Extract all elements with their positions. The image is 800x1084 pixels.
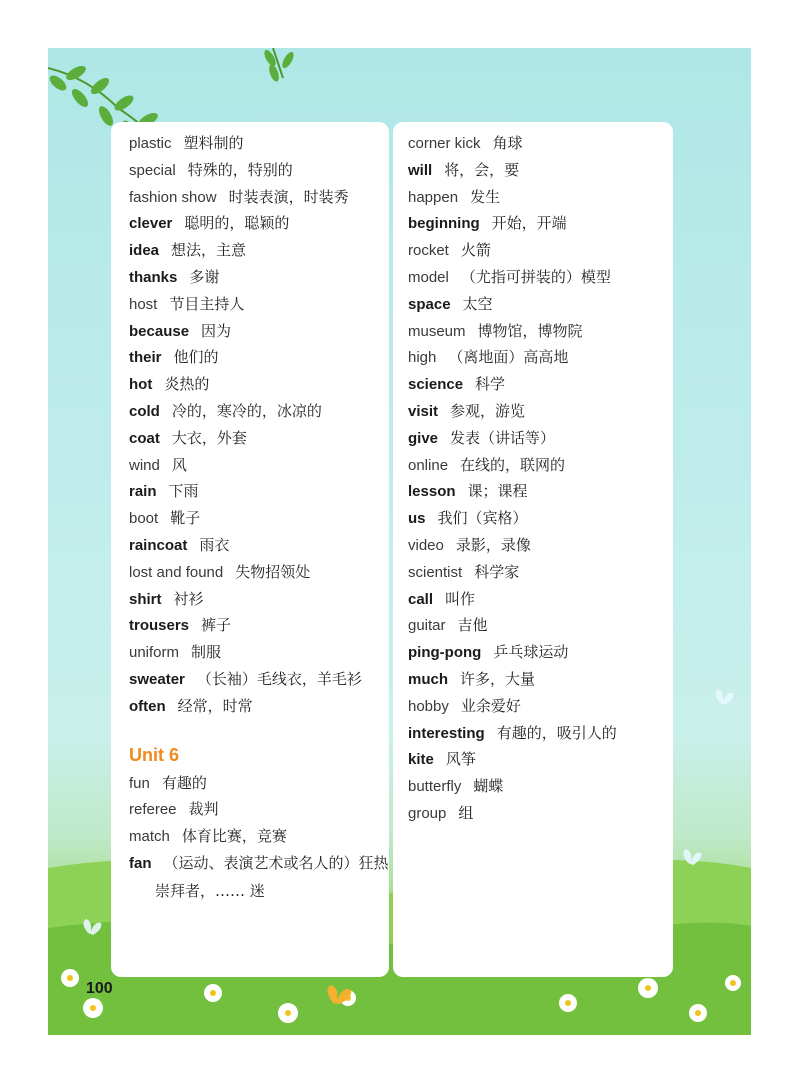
page-number: 100 [86, 980, 113, 997]
vocab-entry [129, 398, 389, 425]
vocab-meaning: 裤子 [201, 616, 232, 635]
vocab-meaning: 角球 [492, 134, 523, 152]
vocab-meaning-continued: 崇拜者，…… 迷 [155, 881, 265, 900]
vocab-meaning: 时装表演，时装秀 [228, 187, 349, 206]
vocab-word: special [129, 161, 176, 179]
vocab-meaning: 经常，时常 [177, 696, 253, 715]
vocab-word: kite [408, 751, 434, 769]
vocab-meaning: 大衣，外套 [171, 428, 247, 447]
vocab-entry [129, 425, 389, 452]
vocab-entry [408, 210, 617, 237]
vocab-meaning: 炎热的 [164, 375, 210, 394]
vocab-word: rain [129, 483, 157, 501]
vocab-word: wind [129, 456, 160, 474]
vocab-word: hot [129, 376, 153, 394]
vocab-word: much [408, 670, 449, 688]
vocab-word: fun [129, 774, 150, 792]
vocab-meaning: （运动、表演艺术或名人的）狂热 [163, 853, 389, 872]
vocab-meaning: 我们（宾格） [437, 509, 528, 528]
vocab-entry [129, 770, 389, 797]
vocab-entry [408, 344, 617, 371]
vocab-entry [408, 639, 617, 666]
vocab-meaning: 风 [171, 455, 187, 474]
vocab-entry [129, 130, 389, 157]
vocab-meaning: 有趣的 [161, 773, 207, 792]
vocab-word: rocket [408, 242, 449, 260]
vocab-entry [129, 318, 389, 345]
vocab-meaning: 许多，大量 [460, 669, 536, 688]
vocab-meaning: 发生 [470, 187, 501, 206]
vocab-entry [408, 452, 617, 479]
vocab-word: visit [408, 402, 439, 420]
vocab-word: clever [129, 215, 173, 233]
vocab-meaning: 特殊的，特别的 [187, 160, 293, 179]
vocab-meaning: 科学 [475, 375, 506, 394]
vocab-meaning: 开始，开端 [491, 214, 567, 233]
vocab-entry [408, 800, 617, 827]
vocab-entry [408, 505, 617, 532]
vocab-meaning: 下雨 [168, 482, 199, 501]
vocab-entry [129, 612, 389, 639]
vocab-word: sweater [129, 670, 185, 688]
vocab-word: lesson [408, 483, 456, 501]
vocab-entry [129, 693, 389, 720]
vocab-entry [129, 371, 389, 398]
vocab-meaning: 吉他 [457, 616, 488, 635]
vocab-entry [408, 318, 617, 345]
vocab-meaning: 冷的，寒冷的，冰凉的 [171, 401, 322, 420]
vocabulary-list-right [408, 130, 617, 827]
vocab-word: museum [408, 322, 466, 340]
vocab-entry [408, 693, 617, 720]
vocab-meaning: 太空 [462, 294, 493, 313]
vocab-meaning: （长袖）毛线衣，羊毛衫 [196, 669, 362, 688]
vocab-word: host [129, 295, 158, 313]
vocab-meaning: 组 [458, 803, 474, 822]
vocab-word: lost and found [129, 563, 224, 581]
vocab-word: referee [129, 801, 177, 819]
vocab-entry [129, 210, 389, 237]
vocab-entry [129, 796, 389, 823]
vocab-word: shirt [129, 590, 162, 608]
vocab-meaning: 叫作 [445, 589, 476, 608]
vocab-entry [129, 478, 389, 505]
vocab-word: idea [129, 242, 160, 260]
vocab-meaning: 有趣的，吸引人的 [496, 723, 617, 742]
vocab-word: give [408, 429, 439, 447]
vocab-entry [129, 505, 389, 532]
vocab-word: science [408, 376, 464, 394]
vocab-meaning: 想法，主意 [171, 241, 247, 260]
vocab-entry [129, 586, 389, 613]
vocab-entry [408, 478, 617, 505]
vocab-entry [408, 532, 617, 559]
vocab-meaning: 在线的，联网的 [460, 455, 566, 474]
vocab-word: cold [129, 402, 160, 420]
leaf-branch-middle [262, 48, 296, 83]
vocab-word: their [129, 349, 162, 367]
vocab-entry [408, 612, 617, 639]
vocab-entry [408, 237, 617, 264]
vocab-entry [129, 291, 389, 318]
vocab-meaning: 失物招领处 [235, 562, 311, 581]
vocab-word: raincoat [129, 536, 188, 554]
vocab-word: fashion show [129, 188, 217, 206]
vocab-meaning: （离地面）高高地 [448, 348, 569, 367]
vocab-meaning: 发表（讲话等） [450, 428, 556, 447]
vocab-entry [129, 237, 389, 264]
vocab-word: coat [129, 429, 160, 447]
vocab-meaning: 衬衫 [173, 589, 204, 608]
vocab-word: corner kick [408, 135, 481, 152]
vocab-meaning: 雨衣 [199, 535, 230, 554]
vocab-word: beginning [408, 215, 480, 233]
vocab-entry [129, 264, 389, 291]
unit-heading: Unit 6 [129, 744, 180, 765]
vocab-word: guitar [408, 617, 446, 635]
vocab-entry [129, 823, 389, 850]
vocab-meaning: 他们的 [173, 348, 219, 367]
vocab-word: uniform [129, 644, 180, 662]
vocab-word: online [408, 456, 449, 474]
vocab-entry [129, 184, 389, 211]
vocab-word: call [408, 590, 434, 608]
vocab-meaning: 塑料制的 [183, 134, 244, 152]
vocab-meaning: 科学家 [474, 562, 520, 581]
vocab-entry [408, 398, 617, 425]
vocab-entry [129, 559, 389, 586]
vocab-meaning: 博物馆，博物院 [477, 321, 583, 340]
vocab-entry [129, 452, 389, 479]
vocab-entry [408, 371, 617, 398]
vocab-meaning: 业余爱好 [460, 696, 521, 715]
vocab-word: happen [408, 188, 459, 206]
vocab-meaning: 参观，游览 [450, 401, 526, 420]
vocab-meaning: 多谢 [189, 267, 220, 286]
vocab-entry [129, 157, 389, 184]
vocab-word: high [408, 349, 437, 367]
vocab-word: interesting [408, 724, 485, 742]
vocab-entry [408, 264, 617, 291]
vocab-meaning: 课；课程 [467, 482, 528, 501]
vocab-meaning: 将，会，要 [444, 160, 520, 179]
vocab-meaning: 节目主持人 [169, 294, 245, 313]
vocab-entry [408, 559, 617, 586]
vocab-entry [408, 291, 617, 318]
vocab-meaning: 靴子 [170, 509, 201, 528]
vocab-meaning: 风筝 [445, 750, 476, 769]
vocab-word: will [408, 161, 433, 179]
vocab-word: scientist [408, 563, 463, 581]
vocab-word: group [408, 804, 447, 822]
vocab-word: ping-pong [408, 644, 482, 662]
vocab-meaning: 制服 [191, 643, 222, 662]
vocab-word: hobby [408, 697, 449, 715]
vocab-word: us [408, 510, 426, 528]
vocab-word: butterfly [408, 778, 462, 796]
vocab-meaning: 裁判 [188, 800, 219, 819]
vocab-meaning: 录影，录像 [455, 535, 531, 554]
vocab-entry [129, 344, 389, 371]
vocab-entry [408, 666, 617, 693]
vocab-entry [408, 773, 617, 800]
vocab-entry [129, 639, 389, 666]
vocab-entry [408, 157, 617, 184]
vocab-word: video [408, 536, 444, 554]
vocab-meaning: 体育比赛，竞赛 [181, 827, 287, 846]
vocab-entry [408, 130, 617, 157]
vocab-word: match [129, 828, 170, 846]
vocab-meaning: 蝴蝶 [473, 777, 504, 796]
vocab-entry [408, 586, 617, 613]
vocab-word: trousers [129, 617, 190, 635]
vocab-meaning: 火箭 [460, 241, 491, 260]
vocab-meaning: 乒乓球运动 [493, 643, 569, 662]
vocab-word: because [129, 322, 190, 340]
vocab-word: boot [129, 510, 159, 528]
vocab-meaning: 聪明的，聪颖的 [184, 214, 290, 233]
vocab-meaning: （尤指可拼装的）模型 [460, 267, 611, 286]
vocab-word: plastic [129, 135, 172, 152]
vocab-entry [129, 532, 389, 559]
vocab-word: often [129, 697, 166, 715]
vocab-word: fan [129, 854, 152, 872]
vocab-meaning: 因为 [201, 321, 232, 340]
vocab-entry [408, 746, 617, 773]
vocab-entry [408, 425, 617, 452]
vocab-entry-fan [129, 850, 389, 905]
vocab-word: space [408, 295, 451, 313]
vocab-word: thanks [129, 268, 178, 286]
vocab-entry [408, 720, 617, 747]
vocab-entry [129, 666, 389, 693]
vocab-entry [408, 184, 617, 211]
vocab-word: model [408, 268, 449, 286]
vocabulary-list-left [129, 130, 389, 905]
